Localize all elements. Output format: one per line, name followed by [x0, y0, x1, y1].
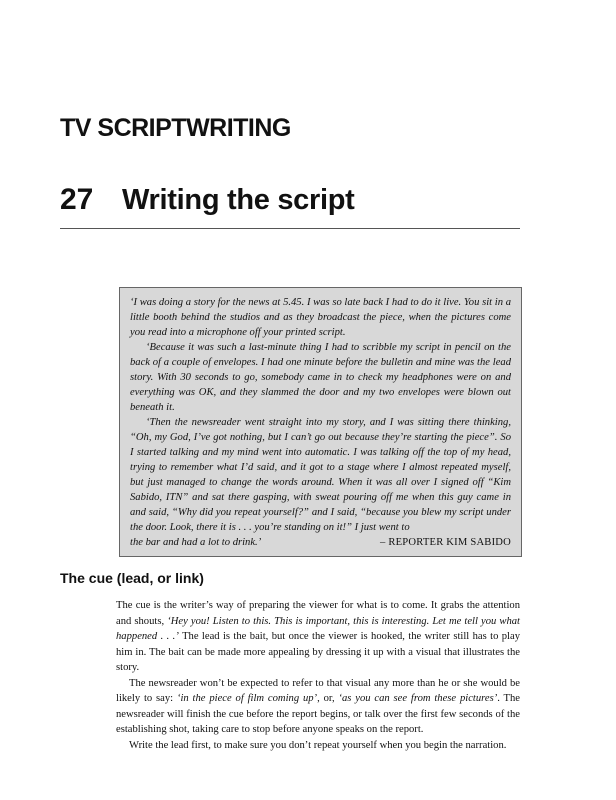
chapter-heading [60, 183, 520, 217]
text-run: The lead is the bait, but once the viewer is hooked, the writer still has to play him in. The bait can be made more appealing by dressing it up with a visual that illustrates the story. [116, 631, 521, 673]
text-run: . The newsreader will finish the cue before the report begins, or talk over the first few seconds of the establishing shot, taking care to stop before anyone speaks on the report. [116, 693, 521, 735]
emphasis-run: ‘in the piece of film coming up’ [176, 693, 318, 704]
emphasis-run: ‘as you can see from these pictures’ [338, 693, 498, 704]
body-paragraph [116, 676, 520, 738]
chapter-rule [60, 228, 520, 229]
quote-paragraph: ‘Then the newsreader went straight into my story, and I was sitting there thinking, “Oh, my God, I’ve got nothing, but I can’t go out because they’re starting the piece”. So I started talking and my mind went into automatic. I was talking off the top of my head, trying to remember what I’d said, and it got to a stage where I almost repeated myself, but just managed to change the words around. When it was all over I signed off “Kim Sabido, ITN” and sat there gasping, with sweat pouring off me when this guy came in and said, “Why did you repeat yourself?” and I said, “because you blew my script under the door. Look, there it is . . . you’re standing on it!” I just went to [130, 417, 511, 533]
chapter-title: Writing the script [122, 184, 355, 216]
part-title: TV SCRIPTWRITING [60, 114, 291, 142]
emphasis-run: ‘Hey you! Listen to this. This is important, this is interesting. Let me tell you what happened . . .’ [116, 615, 520, 642]
text-run: The cue is the writer’s way of preparing the viewer for what is to come. It grabs the attention and shouts, [116, 600, 520, 627]
body-text [116, 598, 520, 753]
quote-attribution: – REPORTER KIM SABIDO [380, 537, 511, 548]
body-paragraph: Write the lead first, to make sure you don’t repeat yourself when you begin the narration. [129, 739, 507, 751]
quote-closing: the bar and had a lot to drink.’ [130, 537, 262, 548]
quote-paragraph: ‘Because it was such a last-minute thing I had to scribble my script in pencil on the back of a couple of envelopes. I had one minute before the bulletin and mine was the lead story. With 30 seconds to go, somebody came in to check my headphones were on and everything was OK, and they slammed the door and my two envelopes were blown out beneath it. [130, 342, 511, 413]
section-heading: The cue (lead, or link) [60, 570, 204, 586]
text-run: The newsreader won’t be expected to refer to that visual any more than he or she would be likely to say: [116, 677, 520, 704]
body-paragraph [116, 598, 520, 676]
text-run: , or, [317, 693, 339, 704]
quote-paragraph: ‘I was doing a story for the news at 5.45. I was so late back I had to do it live. You sit in a little booth behind the studios and as they broadcast the piece, when the pictures come you read into a microphone off your printed script. [130, 297, 511, 338]
quote-final-line [130, 535, 511, 550]
quote-box [119, 287, 522, 557]
chapter-number: 27 [60, 183, 94, 216]
